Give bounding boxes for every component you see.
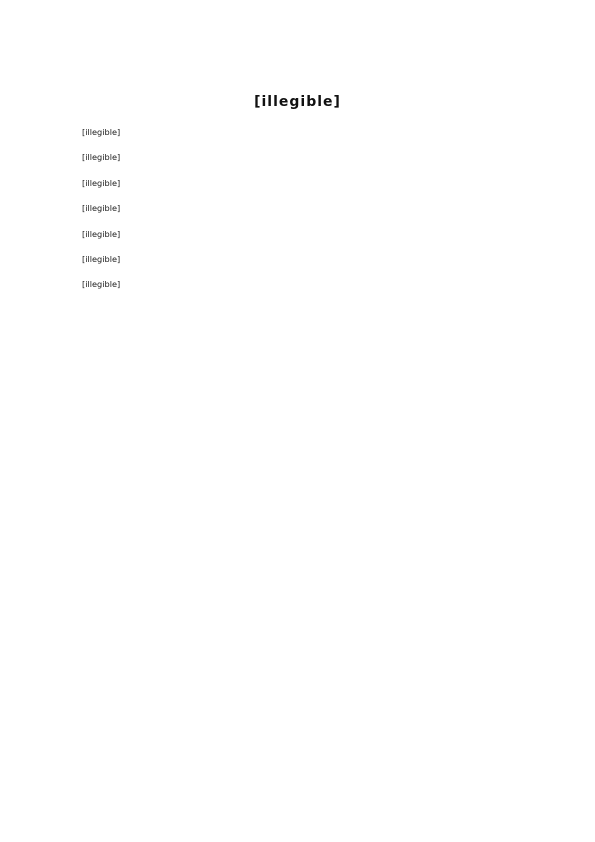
- paragraph-summary: [illegible]: [82, 254, 121, 265]
- paragraph-quote-1: [illegible]: [82, 177, 121, 188]
- document-body: [82, 124, 514, 302]
- document-title: [illegible]: [254, 94, 341, 110]
- paragraph-closing: [illegible]: [82, 279, 121, 290]
- section-heading-2: [illegible]: [82, 203, 121, 214]
- section-heading-1: [illegible]: [82, 152, 121, 163]
- paragraph-intro: [illegible]: [82, 127, 121, 137]
- paragraph-quote-2: [illegible]: [82, 228, 121, 239]
